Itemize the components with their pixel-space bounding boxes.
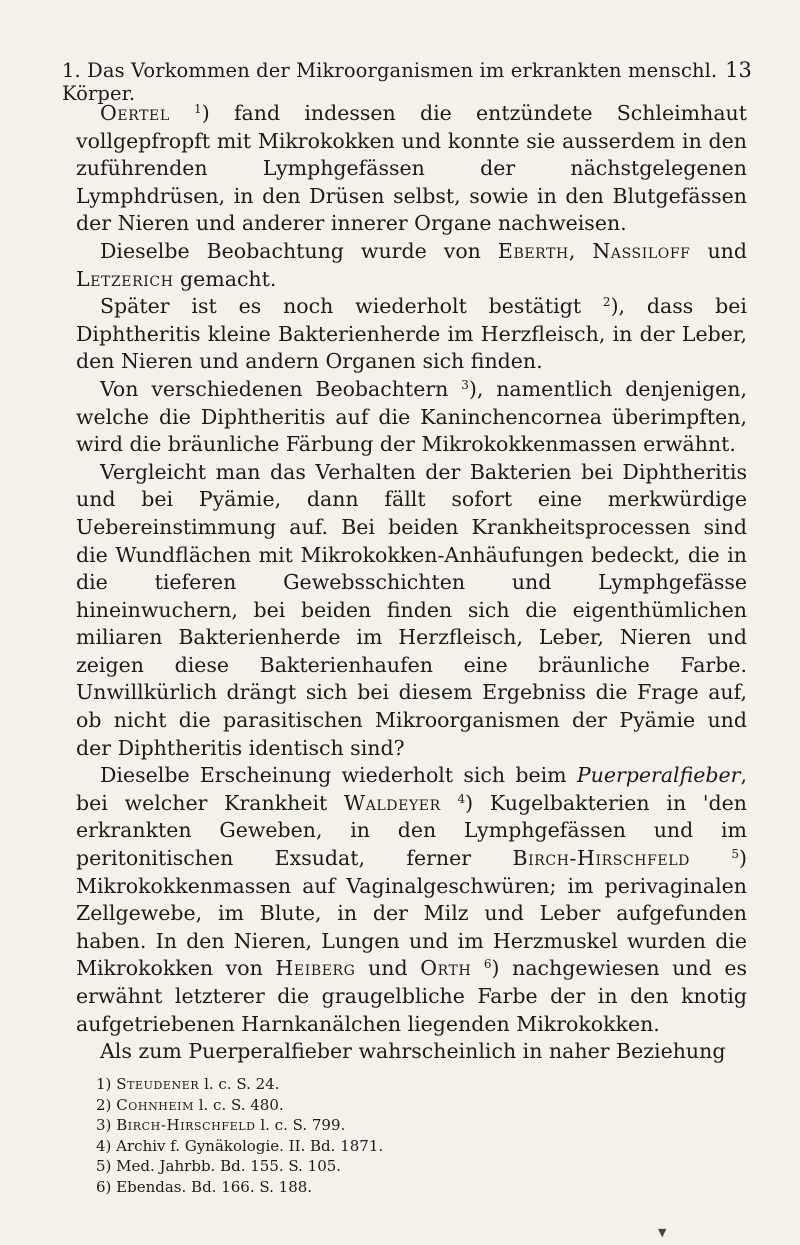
- page-number: 13: [725, 58, 752, 82]
- paragraph-5: Vergleicht man das Verhalten der Bakterien bei Diphtheritis und bei Pyämie, dann fällt sofort eine merkwürdige Uebereinstimmung auf. Bei beiden Krankheitsprocessen sind die Wundflächen mit Mikrokokken-Anhäufungen bedeckt, die in die tieferen Gewebsschichten und Lymphgefässe hineinwuchern, bei beiden finden sich die eigenthümlichen miliaren Bakterienherde im Herzfleisch, Leber, Nieren und zeigen diese Bakterienhaufen eine bräunliche Farbe. Unwillkürlich drängt sich bei diesem Ergebniss die Frage auf, ob nicht die parasitischen Mikroorganismen der Pyämie und der Diphtheritis identisch sind?: [76, 459, 747, 760]
- footnote-ref: 4: [457, 791, 466, 806]
- paragraph-7: Als zum Puerperalfieber wahrscheinlich in naher Beziehung: [100, 1039, 726, 1064]
- footnote-ref: 6: [483, 957, 492, 972]
- signature-mark-icon: ▼: [658, 1226, 667, 1239]
- author-name: Birch-Hirschfeld: [512, 846, 690, 871]
- author-name: Waldeyer: [344, 790, 441, 815]
- footnote: 4) Archiv f. Gynäkologie. II. Bd. 1871.: [96, 1136, 384, 1155]
- paragraph-2: Dieselbe Beobachtung wurde von Eberth, Nassiloff und Letzerich gemacht.: [76, 238, 748, 291]
- footnote: 2) Cohnheim l. c. S. 480.: [96, 1095, 284, 1114]
- footnote-ref: 2: [602, 295, 611, 310]
- running-title: 1. Das Vorkommen der Mikroorganismen im erkrankten menschl. Körper.: [62, 59, 718, 105]
- footnote: 1) Steudener l. c. S. 24.: [96, 1075, 280, 1093]
- author-name: Eberth: [497, 238, 569, 263]
- emphasis: Puerperalfieber: [576, 763, 741, 788]
- footnote-ref: 3: [461, 377, 469, 392]
- page-header: [62, 58, 752, 105]
- paragraph-6: Dieselbe Erscheinung wiederholt sich beim Puerperalfieber, bei welcher Krankheit Waldeyer $^4$) Kugelbakterien in 'den erkrankten Geweben, in den Lymphgefässen und im peritonitischen Exsudat, ferner Birch-Hirschfeld $^5$) Mikrokokkenmassen auf Vaginalgeschwüren; im perivaginalen Zellgewebe, im Blute, in der Milz und Leber aufgefunden haben. In den Nieren, Lungen und im Herzmuskel wurden die Mikrokokken von Heiberg und Orth $^6$) nachgewiesen und es erwähnt letzterer die graugelbliche Farbe der in den knotig aufgetriebenen Harnkanälchen liegenden Mikrokokken.: [76, 763, 747, 1036]
- footnote: 3) Birch-Hirschfeld l. c. S. 799.: [96, 1116, 346, 1135]
- paragraph-4: Von verschiedenen Beobachtern $^3$), namentlich denjenigen, welche die Diphtheritis auf die Kaninchencornea überimpften, wird die bräunliche Färbung der Mikrokokkenmassen erwähnt.: [76, 376, 747, 457]
- author-name: Heiberg: [275, 956, 356, 981]
- author-name: Steudener: [116, 1075, 200, 1093]
- paragraph-1: Oertel $^1$) fand indessen die entzündete Schleimhaut vollgepfropft mit Mikrokokken und konnte sie ausserdem in den zuführenden Lymphgefässen der nächstgelegenen Lymphdrüsen, in den Drüsen selbst, sowie in den Blutgefässen der Nieren und anderer innerer Organe nachweisen.: [76, 101, 747, 236]
- footnote: 6) Ebendas. Bd. 166. S. 188.: [96, 1177, 313, 1196]
- author-name: Oertel: [100, 101, 170, 125]
- author-name: Orth: [420, 956, 472, 981]
- main-text: [76, 100, 747, 1066]
- author-name: Letzerich: [76, 266, 174, 291]
- paragraph-3: Später ist es noch wiederholt bestätigt $^2$), dass bei Diphtheritis kleine Bakterienherde im Herzfleisch, in der Leber, den Nieren und andern Organen sich finden.: [76, 294, 747, 374]
- author-name: Nassiloff: [592, 238, 691, 263]
- author-name: Cohnheim: [116, 1095, 194, 1114]
- footnote-ref: 1: [194, 102, 202, 116]
- footnote-ref: 5: [731, 847, 739, 862]
- footnotes: [96, 1074, 696, 1198]
- author-name: Birch-Hirschfeld: [116, 1116, 256, 1135]
- footnote: 5) Med. Jahrbb. Bd. 155. S. 105.: [96, 1157, 342, 1176]
